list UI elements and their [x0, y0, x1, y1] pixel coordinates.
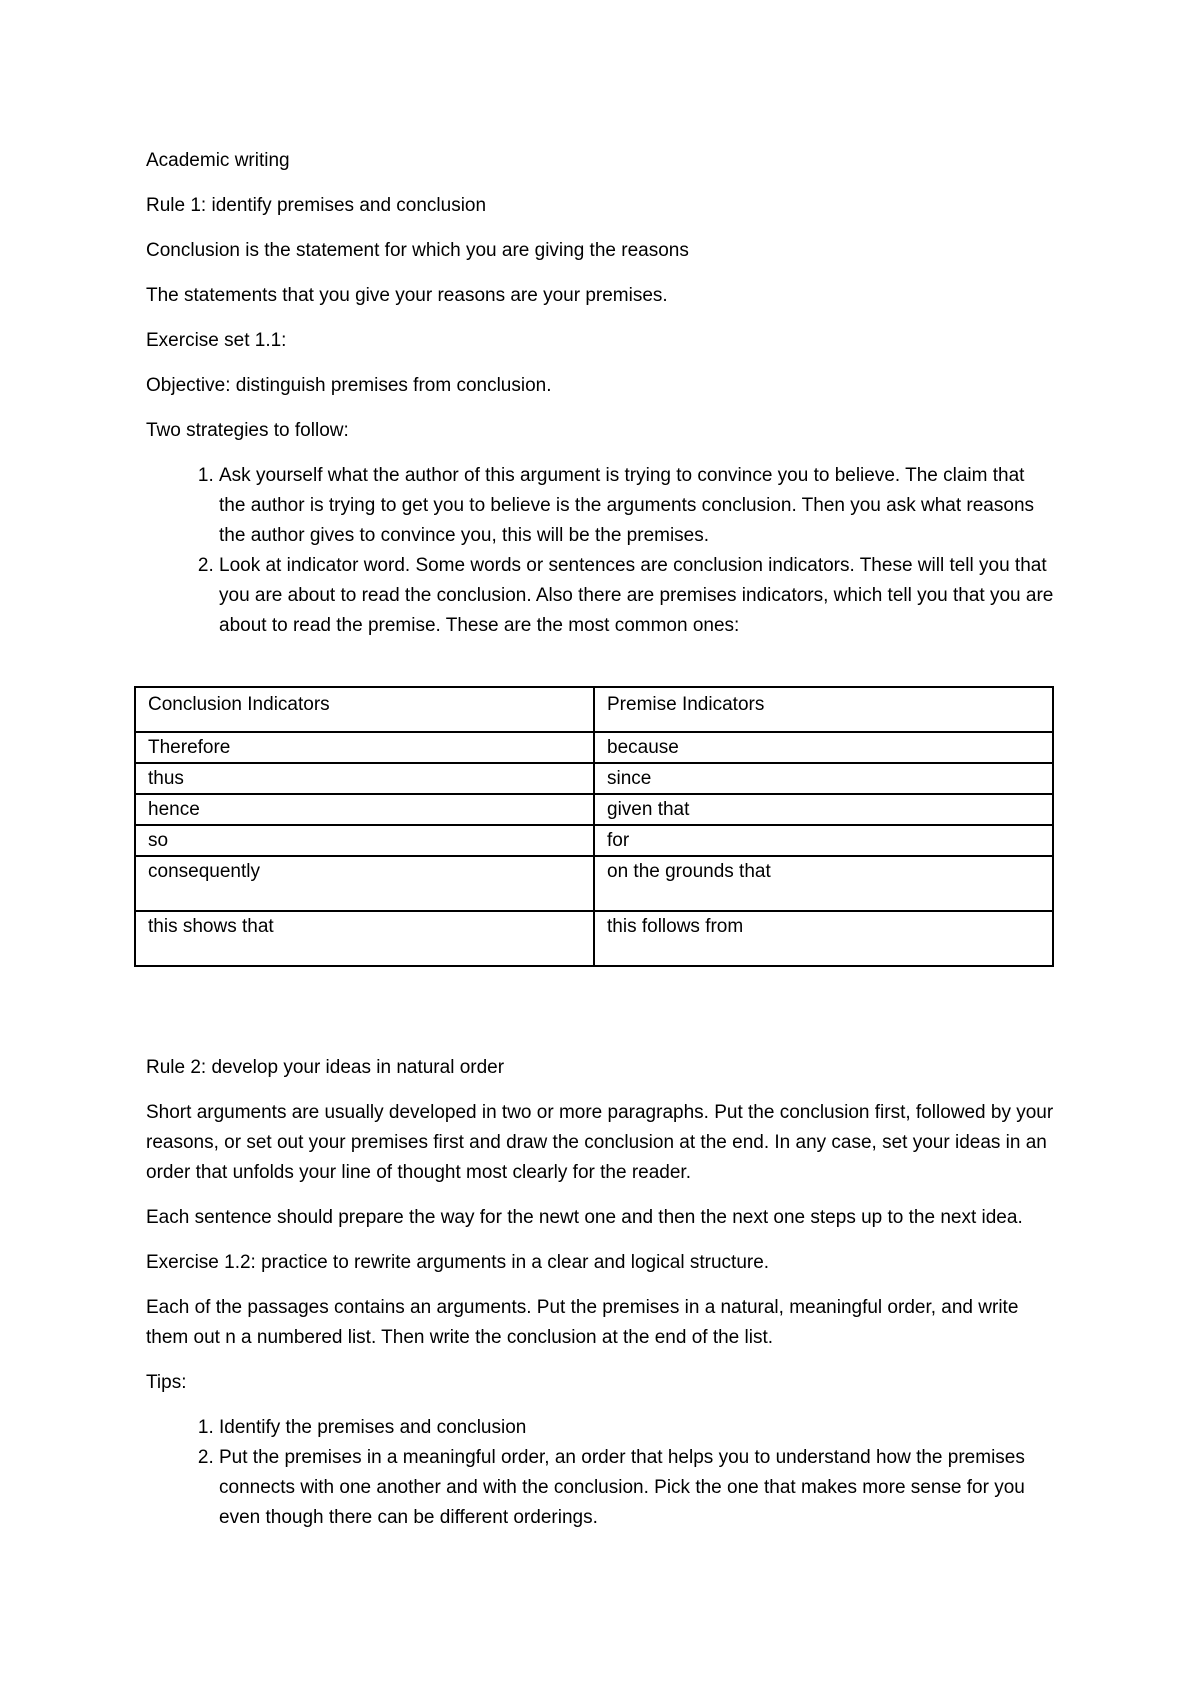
- table-row: [135, 825, 1053, 856]
- tip-item: 1. Identify the premises and conclusion: [219, 1413, 1056, 1443]
- header-conclusion-indicators: Conclusion Indicators: [135, 687, 594, 732]
- document-title: Academic writing: [146, 150, 290, 171]
- premise-indicator-cell: for: [594, 825, 1053, 856]
- document-body: [146, 146, 1056, 1548]
- strategy-item: 1. Ask yourself what the author of this argument is trying to convince you to believe. The claim that the author is trying to get you to believe is the arguments conclusion. Then you ask what reasons the author gives to convince you, this will be the premises.: [219, 461, 1056, 551]
- table-row: [135, 911, 1053, 966]
- indicators-table-wrapper: [134, 686, 1054, 967]
- table-row: [135, 856, 1053, 911]
- conclusion-definition: Conclusion is the statement for which you are giving the reasons: [146, 240, 689, 261]
- premise-indicator-cell: on the grounds that: [594, 856, 1053, 911]
- premises-definition: The statements that you give your reasons are your premises.: [146, 285, 668, 306]
- table-row: [135, 794, 1053, 825]
- table-row: [135, 763, 1053, 794]
- section-spacer: [146, 967, 1056, 1053]
- conclusion-indicator-cell: thus: [135, 763, 594, 794]
- strategies-list: [146, 461, 1056, 641]
- table-row: [135, 732, 1053, 763]
- conclusion-indicator-cell: so: [135, 825, 594, 856]
- premise-indicator-cell: since: [594, 763, 1053, 794]
- rule1-heading: Rule 1: identify premises and conclusion: [146, 195, 487, 216]
- indicators-table: [134, 686, 1054, 967]
- exercise-1-2-heading: Exercise 1.2: practice to rewrite arguments in a clear and logical structure.: [146, 1252, 770, 1273]
- tips-list: [146, 1413, 1056, 1533]
- header-premise-indicators: Premise Indicators: [594, 687, 1053, 732]
- strategy-item: 2. Look at indicator word. Some words or sentences are conclusion indicators. These will tell you that you are about to read the conclusion. Also there are premises indicators, which tell you that you are about to read the premise. These are the most common ones:: [219, 551, 1056, 641]
- premise-indicator-cell: given that: [594, 794, 1053, 825]
- rule2-paragraph: Each sentence should prepare the way for the newt one and then the next one steps up to the next idea.: [146, 1207, 1023, 1228]
- tip-item: 2. Put the premises in a meaningful order, an order that helps you to understand how the premises connects with one another and with the conclusion. Pick the one that makes more sense for you even though there can be different orderings.: [219, 1443, 1056, 1533]
- conclusion-indicator-cell: hence: [135, 794, 594, 825]
- tips-label: Tips:: [146, 1372, 187, 1393]
- objective-text: Objective: distinguish premises from conclusion.: [146, 375, 552, 396]
- exercise-1-2-description: Each of the passages contains an arguments. Put the premises in a natural, meaningful order, and write them out n a numbered list. Then write the conclusion at the end of the list.: [146, 1297, 1019, 1348]
- rule2-paragraph: Short arguments are usually developed in two or more paragraphs. Put the conclusion first, followed by your reasons, or set out your premises first and draw the conclusion at the end. In any case, set your ideas in an order that unfolds your line of thought most clearly for the reader.: [146, 1102, 1054, 1183]
- strategies-intro: Two strategies to follow:: [146, 420, 349, 441]
- rule2-heading: Rule 2: develop your ideas in natural order: [146, 1057, 505, 1078]
- premise-indicator-cell: this follows from: [594, 911, 1053, 966]
- conclusion-indicator-cell: Therefore: [135, 732, 594, 763]
- conclusion-indicator-cell: consequently: [135, 856, 594, 911]
- table-header-row: [135, 687, 1053, 732]
- premise-indicator-cell: because: [594, 732, 1053, 763]
- exercise-1-1-heading: Exercise set 1.1:: [146, 330, 287, 351]
- conclusion-indicator-cell: this shows that: [135, 911, 594, 966]
